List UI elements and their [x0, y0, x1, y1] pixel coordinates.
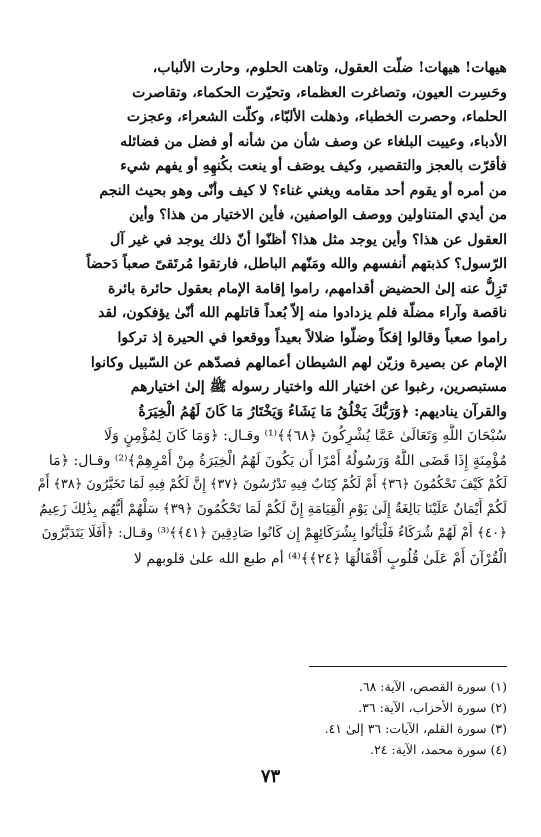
quran-verse-line: ﴿٤٠﴾ أَمْ لَهُمْ شُرَكَاءُ فَلْيَأْتُوا بِشُرَكَائِهِمْ إِن كَانُوا صَادِقِينَ ﴿٤١﴾﴾⁽³⁾ وقـال: ﴿أَفَلَا يَتَدَبَّرُونَ [41, 526, 507, 542]
footnote-item: (٣) سورة القلم، الآيات: ٣٦ إلىٰ ٤١. [324, 721, 507, 736]
footnote-divider [309, 666, 507, 667]
page-number: ٧٣ [260, 766, 281, 787]
text-line: الرّسول؟ كذبتهم أنفسهم والله ومَنّهم الباطل، فارتقوا مُرتَقىً صعباً دَحضاً [86, 256, 507, 273]
footnote-item: (٤) سورة محمد، الآية: ٢٤. [370, 742, 507, 757]
quran-verse-line: الْقُرْآنَ أَمْ عَلَىٰ قُلُوبٍ أَقْفَالُهَا ﴿٢٤﴾﴾⁽⁴⁾ أم طبع الله علىٰ قلوبهم لا [133, 550, 507, 567]
footnote-item: (١) سورة القصص، الآية: ٦٨. [358, 679, 507, 694]
text-line: الأدباء، وعييت البلغاء عن وصف شأن من شأنه أو فضل من فضائله [120, 133, 507, 150]
text-line: العقول عن هذا؟ وأين يوجد مثل هذا؟ أظنّوا أنّ ذلك يوجد في غير آل [110, 231, 507, 248]
main-text [38, 56, 507, 571]
text-line: الحلماء، وحصرت الخطباء، وذهلت الألبّاء، وكلّت الشعراء، وعجزت [126, 109, 507, 126]
text-line: الإمام عن بصيرة وزيّن لهم الشيطان أعمالهم فصدّهم عن السّبيل وكانوا [90, 354, 507, 371]
text-line: والقرآن يناديهم: ﴿وَرَبُّكَ يَخْلُقُ مَا يَشَاءُ وَيَخْتَارُ مَا كَانَ لَهُمُ الْخِيَرَةُ [138, 403, 507, 420]
text-line: راموا صعباً وقالوا إفكاً وضلّوا ضلالاً بعيداً ووقعوا في الحيرة إذ تركوا [117, 330, 507, 347]
quran-verse-line: مُؤْمِنَةٍ إِذَا قَضَى اللَّهُ وَرَسُولُهُ أَمْرًا أَن يَكُونَ لَهُمُ الْخِيَرَةُ مِنْ أَمْرِهِمْ﴾⁽²⁾ وقـال: ﴿مَا [48, 452, 507, 469]
text-line: تَزِلُّ عنه إلىٰ الحضيض أقدامهم، راموا إقامة الإمام بعقول حائرة بائرة [108, 280, 507, 297]
text-line: ناقصة وآراء مضلّة فلم يزدادوا منه إلاّ بُعداً قاتلهم الله أنّىٰ يؤفكون، لقد [98, 305, 507, 322]
text-line: من أيدي المتناولين ووصف الواصفين، فأين الاختيار من هذا؟ وأين [129, 207, 507, 224]
quran-verse-line: لَكُمْ أَيْمَانٌ عَلَيْنَا بَالِغَةٌ إِلَىٰ يَوْمِ الْقِيَامَةِ إِنَّ لَكُمْ لَمَا تَحْكُمُونَ ﴿٣٩﴾ سَلْهُمْ أَيُّهُم بِذَٰلِكَ زَعِيمٌ [39, 501, 507, 517]
text-line: من أمره أو يقوم أحد مقامه ويغني غناء؟ لا كيف وأنّى وهو بحيث النجم [99, 182, 507, 199]
text-line: مستبصرين، رغبوا عن اختيار الله واختيار رسوله ﷺ إلىٰ اختيارهم [130, 379, 507, 396]
text-line: وحَسِرت العيون، وتصاغرت العظماء، وتحيّرت الحكماء، وتقاصرت [132, 84, 507, 101]
quran-verse-line: لَكُمْ كَيْفَ تَحْكُمُونَ ﴿٣٦﴾ أَمْ لَكُمْ كِتَابٌ فِيهِ تَدْرُسُونَ ﴿٣٧﴾ إِنَّ لَكُمْ فِيهِ لَمَا تَخَيَّرُونَ ﴿٣٨﴾ أَمْ [38, 477, 507, 493]
text-line: هيهات! هيهات! ضلّت العقول، وتاهت الحلوم، وحارت الألباب، [152, 60, 507, 76]
quran-verse-line: سُبْحَانَ اللَّهِ وَتَعَالَىٰ عَمَّا يُشْرِكُونَ ﴿٦٨﴾﴾⁽¹⁾ وقـال: ﴿وَمَا كَانَ لِمُؤْمِنٍ وَلَا [104, 428, 507, 445]
footnotes [38, 676, 507, 760]
footnote-item: (٢) سورة الأحزاب، الآية: ٣٦. [358, 700, 507, 715]
text-line: فأقرّت بالعجز والتقصير، وكيف يوصَف أو ينعت بكُنهِهِ أو يفهم شيء [120, 158, 507, 175]
